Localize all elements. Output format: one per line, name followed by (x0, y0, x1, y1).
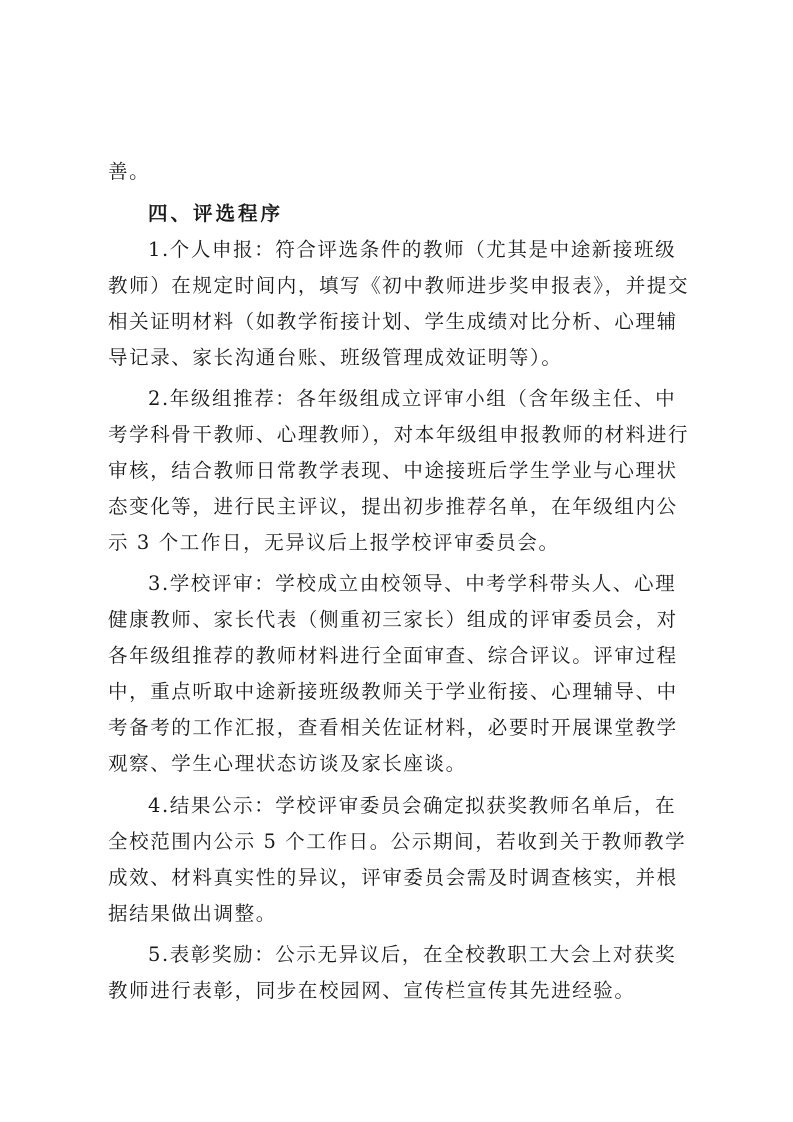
paragraph-line: 观察、学生心理状态访谈及家长座谈。 (108, 752, 467, 775)
paragraph-line: 态变化等，进行民主评议，提出初步推荐名单，在年级组内公 (108, 495, 678, 518)
paragraph-line: 2.年级组推荐：各年级组成立评审小组（含年级主任、中 (148, 387, 677, 410)
paragraph-line: 1.个人申报：符合评选条件的教师（尤其是中途新接班级 (148, 238, 677, 261)
paragraph-line: 中，重点听取中途新接班级教师关于学业衔接、心理辅导、中 (108, 680, 678, 703)
paragraph-line: 示 3 个工作日，无异议后上报学校评审委员会。 (108, 531, 560, 554)
paragraph-line: 相关证明材料（如教学衔接计划、学生成绩对比分析、心理辅 (108, 310, 678, 333)
paragraph-line: 4.结果公示：学校评审委员会确定拟获奖教师名单后，在 (148, 794, 677, 817)
paragraph-line: 全校范围内公示 5 个工作日。公示期间，若收到关于教师教学 (108, 830, 687, 853)
paragraph-line: 3.学校评审：学校成立由校领导、中考学科带头人、心理 (148, 572, 677, 595)
paragraph-line: 导记录、家长沟通台账、班级管理成效证明等）。 (108, 346, 563, 369)
paragraph-line: 教师）在规定时间内，填写《初中教师进步奖申报表》，并提交 (108, 274, 690, 297)
paragraph-line: 考学科骨干教师、心理教师），对本年级组申报教师的材料进行 (108, 423, 690, 446)
paragraph-line: 考备考的工作汇报，查看相关佐证材料，必要时开展课堂教学 (108, 716, 678, 739)
paragraph-line: 审核，结合教师日常教学表现、中途接班后学生学业与心理状 (108, 459, 678, 482)
paragraph-line: 成效、材料真实性的异议，评审委员会需及时调查核实，并根 (108, 866, 678, 889)
paragraph-line: 教师进行表彰，同步在校园网、宣传栏宣传其先进经验。 (108, 979, 636, 1002)
paragraph-line: 健康教师、家长代表（侧重初三家长）组成的评审委员会，对 (108, 608, 678, 631)
paragraph-line: 各年级组推荐的教师材料进行全面审查、综合评议。评审过程 (108, 644, 678, 667)
paragraph-line: 5.表彰奖励：公示无异议后，在全校教职工大会上对获奖 (148, 943, 677, 966)
continuation-line: 善。 (108, 160, 151, 183)
section-heading: 四、评选程序 (148, 202, 284, 225)
paragraph-line: 据结果做出调整。 (108, 902, 277, 925)
